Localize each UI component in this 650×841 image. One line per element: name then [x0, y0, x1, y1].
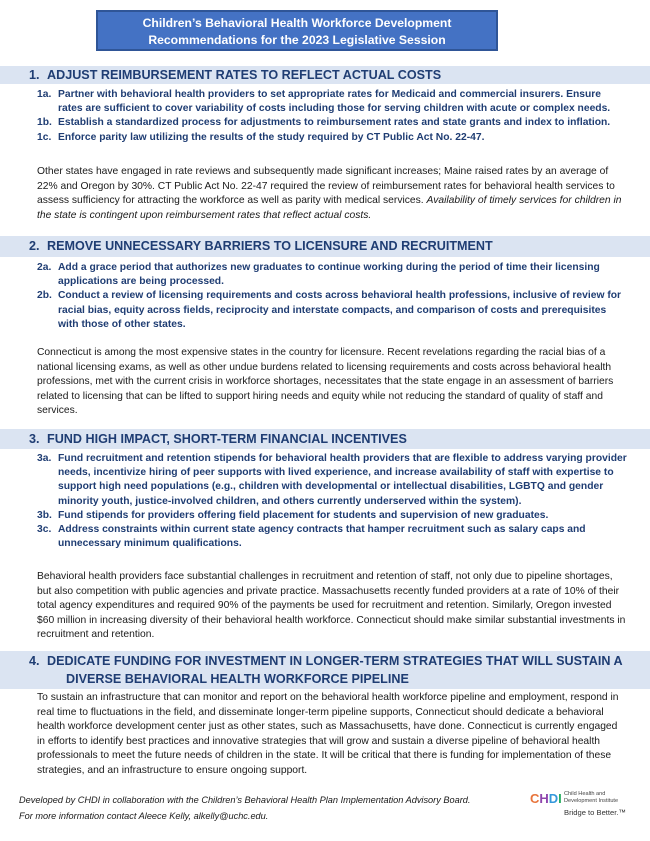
- section-1-paragraph: [37, 165, 627, 223]
- section-title: [47, 652, 634, 688]
- section-4-paragraph: [37, 691, 627, 778]
- section-title-line-1: DEDICATE FUNDING FOR INVESTMENT IN LONGER-TERM STRATEGIES THAT WILL SUSTAIN A: [47, 654, 623, 668]
- recommendation-code: 1c.: [37, 131, 52, 143]
- recommendation-item: [37, 88, 627, 116]
- recommendation-text: Add a grace period that authorizes new graduates to continue working during the period of time their licensing applications are being processed.: [58, 262, 600, 288]
- section-number: 2.: [29, 239, 40, 253]
- recommendation-code: 2b.: [37, 290, 52, 302]
- paragraph-text: Connecticut is among the most expensive states in the country for licensure. Recent revelations regarding the racial bias of a national licensing exams, as well as other undue burdens related to licensing requirements and costs across behavioral health professions, met with the current crisis in workforce shortages, necessitates that the state engage in an assessment of barriers related to licensing that can be lifted to support hiring needs and equity while not reducing the standard of quality of staff and services.: [37, 347, 614, 416]
- recommendation-code: 3a.: [37, 453, 52, 464]
- recommendation-item: [37, 116, 627, 130]
- recommendation-text: Fund recruitment and retention stipends for behavioral health providers that are flexible to address varying provider needs, incentivize hiring of peer supports with lived experience, and increase availability of staff with expertise to support high need populations (e.g., children with developmental or intellectual disabilities, LGBTQ and gender minority youth, justice-involved children, and others currently underserved within the system).: [58, 453, 627, 507]
- recommendation-text: Partner with behavioral health providers to set appropriate rates for Medicaid and commercial insurers. Ensure rates are sufficient to cover variability of costs including those for serving children with acute or complex needs.: [58, 89, 611, 115]
- recommendation-item: [37, 261, 627, 289]
- section-number: 4.: [29, 654, 40, 668]
- recommendation-code: 1a.: [37, 89, 52, 100]
- chdi-logo-mark: [530, 790, 562, 806]
- logo-org-name: Child Health and Development Institute: [564, 791, 619, 804]
- section-title-line-2: DIVERSE BEHAVIORAL HEALTH WORKFORCE PIPELINE: [66, 672, 409, 686]
- title-line-1: Children’s Behavioral Health Workforce Development: [142, 16, 452, 30]
- paragraph-italic-text: Availability of timely services for children in the state is contingent upon reimbursement rates that reflect actual costs.: [37, 195, 622, 221]
- section-3-recommendations: [37, 452, 627, 551]
- section-1-recommendations: [37, 88, 627, 145]
- recommendation-code: 3c.: [37, 524, 52, 536]
- section-number: 1.: [29, 68, 40, 82]
- recommendation-item: [37, 509, 627, 523]
- recommendation-text: Enforce parity law utilizing the results of the study required by CT Public Act No. 22-47.: [58, 131, 485, 143]
- paragraph-text: To sustain an infrastructure that can monitor and report on the behavioral health workforce pipeline and employment, respond in real time to fluctuations in the field, and disseminate longer-term pipeline supports, Connecticut should dedicate a behavioral health workforce development center just as other states, such as Massachusetts, have done. Connecticut is currently engaged in efforts to identify best practices and innovative strategies that will grow and sustain a diverse pipeline of behavioral health professionals to meet the future needs of children in the state. It will be critical that there is funding for implementation of these strategies, and an infrastructure to ensure ongoing support.: [37, 692, 619, 776]
- logo-tagline: Bridge to Better.™: [564, 808, 627, 817]
- recommendation-item: [37, 523, 627, 551]
- recommendation-code: 3b.: [37, 509, 52, 521]
- section-number: 3.: [29, 432, 40, 446]
- paragraph-text: Behavioral health providers face substantial challenges in recruitment and retention of staff, not only due to pipeline shortages, but also competition with public agencies and private practice. Massachusetts recently funded providers at a rate of 10% of their total agency expenditures and required 90% of the payments be used for recruitment and retention. Similarly, Oregon invested $60 million in increasing diversity of their behavioral health workforce. Connecticut should make similar substantial investments in recruitment and retention.: [37, 571, 626, 640]
- recommendation-code: 2a.: [37, 262, 52, 273]
- recommendation-text: Establish a standardized process for adjustments to reimbursement rates and state grants and index to inflation.: [58, 117, 611, 129]
- section-3-paragraph: [37, 570, 627, 643]
- chdi-logo: [530, 788, 640, 828]
- section-title: REMOVE UNNECESSARY BARRIERS TO LICENSURE AND RECRUITMENT: [47, 239, 493, 253]
- recommendation-code: 1b.: [37, 117, 52, 129]
- recommendation-text: Conduct a review of licensing requirements and costs across behavioral health professions, inclusive of review for racial bias, equity across fields, reciprocity and interstate compacts, and comparison of costs and prerequisites with those of other states.: [58, 290, 622, 330]
- document-title: [96, 10, 498, 51]
- section-2-paragraph: [37, 346, 627, 419]
- footer-credits: [19, 792, 539, 824]
- footer-line-1: Developed by CHDI in collaboration with the Children’s Behavioral Health Plan Implementation Advisory Board.: [19, 795, 471, 805]
- recommendation-text: Fund stipends for providers offering field placement for students and supervision of new graduates.: [58, 509, 549, 521]
- recommendation-item: [37, 131, 627, 145]
- section-title: ADJUST REIMBURSEMENT RATES TO REFLECT ACTUAL COSTS: [47, 68, 442, 82]
- recommendation-item: [37, 452, 627, 509]
- footer-line-2: For more information contact Aleece Kelly, alkelly@uchc.edu.: [19, 811, 269, 821]
- section-4-heading: [0, 651, 650, 689]
- svg-text:CHDI: CHDI: [530, 791, 562, 806]
- section-1-heading: [0, 66, 650, 84]
- title-line-2: Recommendations for the 2023 Legislative Session: [148, 33, 446, 47]
- section-2-heading: [0, 236, 650, 257]
- paragraph-text: Other states have engaged in rate reviews and subsequently made significant increases; Maine raised rates by an average of 22% and Oregon by 30%. CT Public Act No. 22-47 required the review of reimbursement rates for behavioral health services to assess sufficiency for attracting the workforce as well as parity with medical services.: [37, 166, 615, 206]
- section-title: FUND HIGH IMPACT, SHORT-TERM FINANCIAL INCENTIVES: [47, 432, 407, 446]
- section-2-recommendations: [37, 261, 627, 332]
- recommendation-text: Address constraints within current state agency contracts that hamper recruitment such as salary caps and unnecessary minimum qualifications.: [58, 524, 586, 550]
- section-3-heading: [0, 429, 650, 449]
- recommendation-item: [37, 289, 627, 332]
